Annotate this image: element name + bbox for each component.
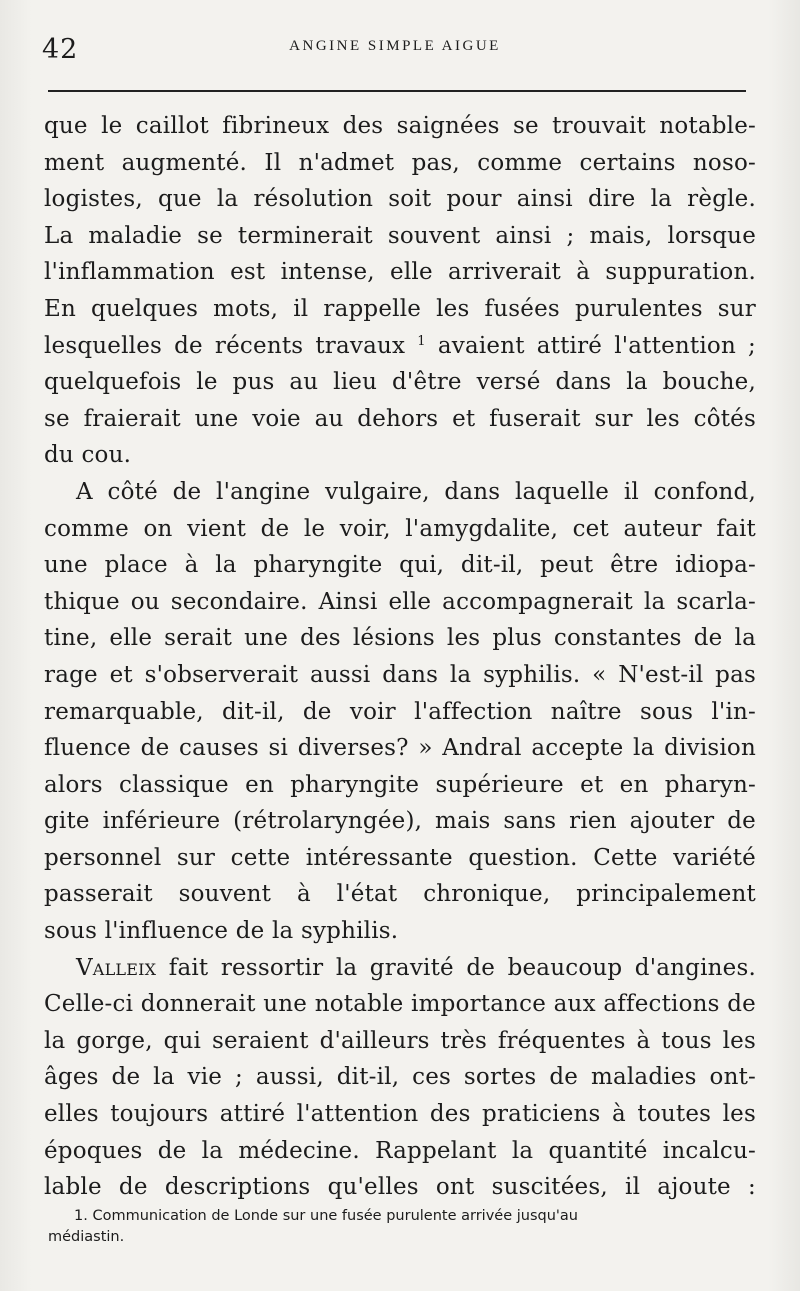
text-line: du cou. (44, 442, 132, 469)
footnote-line: médiastin. (48, 1229, 125, 1245)
text-line: Celle-ci donnerait une notable importance aux affections de (44, 991, 756, 1018)
text-line: une place à la pharyngite qui, dit-il, peut être idiopa- (44, 552, 756, 579)
page-header (42, 30, 748, 70)
text-line: A côté de l'angine vulgaire, dans laquelle il confond, (76, 478, 756, 505)
text-line: l'inflammation est intense, elle arriverait à suppuration. (44, 259, 756, 286)
text-line: passerait souvent à l'état chronique, principalement (44, 881, 756, 908)
text-line: La maladie se terminerait souvent ainsi ; mais, lorsque (44, 222, 756, 249)
text-line: époques de la médecine. Rappelant la quantité incalcu- (44, 1137, 756, 1164)
text-line: elles toujours attiré l'attention des praticiens à toutes les (44, 1101, 756, 1128)
text-line: lable de descriptions qu'elles ont suscitées, il ajoute : (44, 1174, 756, 1201)
footnote (48, 1206, 758, 1248)
text-line: comme on vient de le voir, l'amygdalite, cet auteur fait (44, 515, 756, 542)
page-number: 42 (42, 34, 79, 65)
text-line: tine, elle serait une des lésions les plus constantes de la (44, 625, 756, 652)
text-line: alors classique en pharyngite supérieure et en pharyn- (44, 771, 756, 798)
text-line (44, 950, 756, 987)
footnote-line: 1. Communication de Londe sur une fusée purulente arrivée jusqu'au (74, 1208, 578, 1224)
text-line: En quelques mots, il rappelle les fusées purulentes sur (44, 295, 756, 322)
text-line: que le caillot fibrineux des saignées se trouvait notable- (44, 113, 756, 139)
text-line: ment augmenté. Il n'admet pas, comme certains noso- (44, 149, 756, 176)
text-line: rage et s'observerait aussi dans la syphilis. « N'est-il pas (44, 661, 756, 688)
text-segment: lesquelles de récents travaux (44, 332, 406, 359)
body-text (44, 108, 756, 1206)
text-line: fluence de causes si diverses? » Andral accepte la division (44, 735, 756, 762)
text-line (44, 328, 756, 365)
header-rule (48, 90, 746, 92)
text-line: sous l'influence de la syphilis. (44, 918, 399, 945)
text-line: quelquefois le pus au lieu d'être versé dans la bouche, (44, 369, 756, 396)
text-line: personnel sur cette intéressante question. Cette variété (44, 844, 756, 871)
text-line: se fraierait une voie au dehors et fuserait sur les côtés (44, 405, 756, 432)
text-segment: avaient attiré l'attention ; (437, 332, 756, 359)
text-line: la gorge, qui seraient d'ailleurs très fréquentes à tous les (44, 1027, 756, 1054)
text-line: âges de la vie ; aussi, dit-il, ces sortes de maladies ont- (44, 1064, 756, 1091)
text-segment: fait ressortir la gravité de beaucoup d'angines. (168, 954, 756, 981)
text-line: thique ou secondaire. Ainsi elle accompagnerait la scarla- (44, 588, 756, 615)
text-line: remarquable, dit-il, de voir l'affection naître sous l'in- (44, 698, 756, 725)
text-line: gite inférieure (rétrolaryngée), mais sans rien ajouter de (44, 808, 756, 835)
author-name: Valleix (76, 954, 157, 981)
footnote-marker: 1 (417, 333, 426, 349)
text-line: logistes, que la résolution soit pour ainsi dire la règle. (44, 186, 756, 213)
running-head: ANGINE SIMPLE AIGUE (289, 38, 501, 54)
